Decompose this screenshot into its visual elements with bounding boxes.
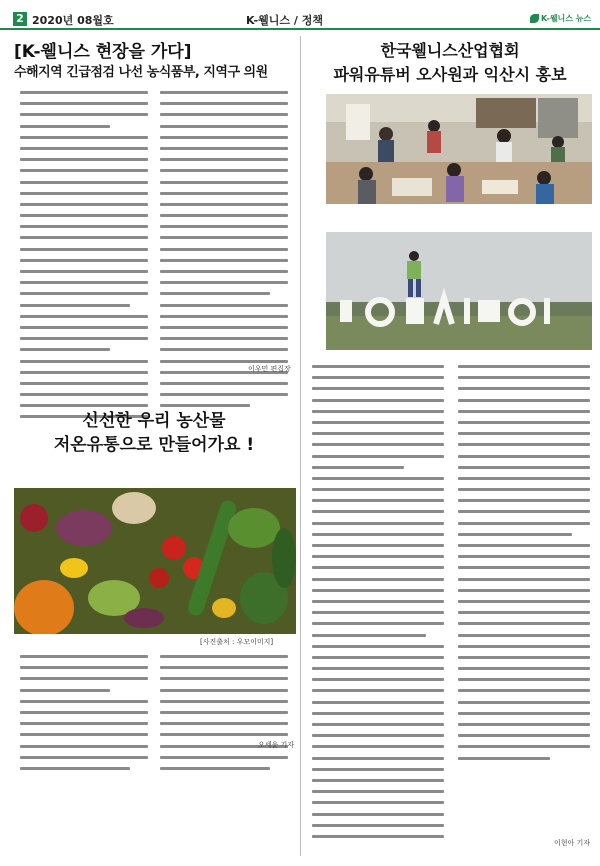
logo-text: K-웰니스 뉴스 (541, 14, 592, 23)
section-title: K-웰니스 / 정책 (246, 14, 323, 27)
page-number: 2 (13, 12, 27, 26)
article1-body-col1 (20, 91, 148, 427)
issue-date: 2020년 08월호 (32, 14, 114, 27)
article3-headline-line1: 신선한 우리 농산물 (82, 411, 226, 431)
article1-byline: 이우민 편집장 (248, 365, 291, 373)
article2-body-col2 (458, 365, 590, 768)
leaf-icon (530, 14, 539, 23)
article3-body-col2 (160, 655, 288, 778)
article2-headline-line2: 파워유튜버 오사원과 익산시 홍보 (333, 65, 567, 84)
photo-vegetables (14, 488, 296, 634)
photo-outdoor-sign (326, 232, 592, 350)
article2-headline-line1: 한국웰니스산업협회 (380, 41, 520, 60)
photo-workshop (326, 94, 592, 204)
article3-headline-line2: 저온유통으로 만들어가요 ! (53, 435, 255, 455)
article2-body-col1 (312, 365, 444, 846)
article1-kicker: [K-웰니스 현장을 가다] (14, 42, 192, 62)
article3-byline: 오세윤 기자 (258, 741, 295, 749)
article1-headline: 수해지역 긴급점검 나선 농식품부, 지역구 의원 (14, 65, 268, 80)
page-header (0, 0, 600, 30)
column-divider (300, 36, 301, 856)
photo-caption: [사진출처 : 우모이미지] (200, 638, 274, 646)
article3-body-col1 (20, 655, 148, 778)
article2-byline: 이현아 기자 (554, 839, 591, 847)
publication-logo (530, 13, 591, 24)
